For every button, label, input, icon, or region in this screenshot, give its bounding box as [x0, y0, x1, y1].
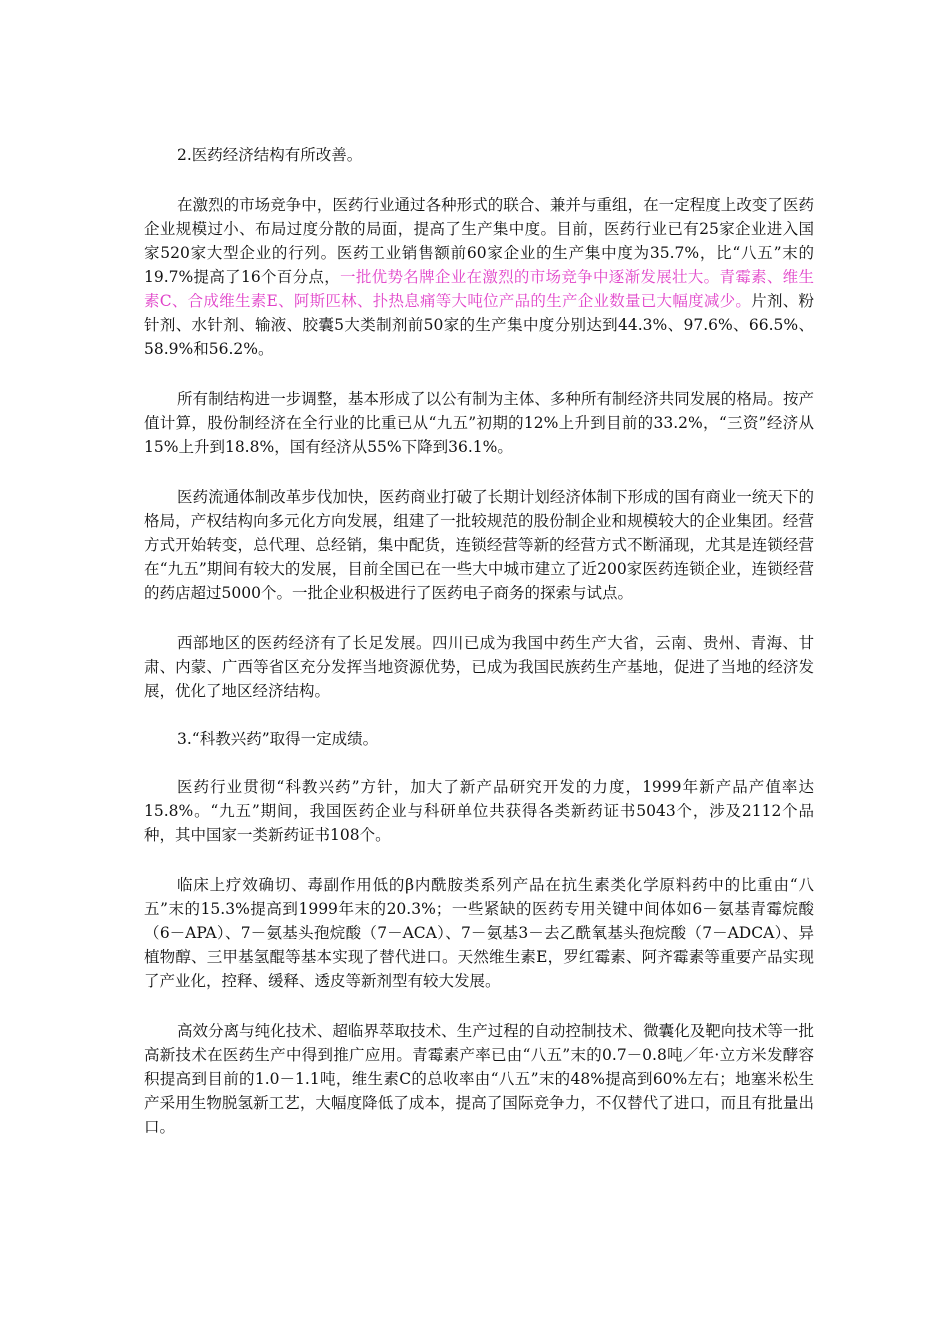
paragraph-concentration-text-end: 片剂、粉针剂、水针剂、输液、胶囊5大类制剂前50家的生产集中度分别达到44.3%、97.6%、66.5%、58.9%和56.2%。 [144, 292, 814, 358]
paragraph-antibiotics: 临床上疗效确切、毒副作用低的β内酰胺类系列产品在抗生素类化学原料药中的比重由“八五”末的15.3%提高到1999年末的20.3%；一些紧缺的医药专用关键中间体如6－氨基青霉烷酸（6－APA）、7－氨基头孢烷酸（7－ACA）、7－氨基3－去乙酰氧基头孢烷酸（7－ADCA）、异植物醇、三甲基氢醌等基本实现了替代进口。天然维生素E，罗红霉素、阿齐霉素等重要产品实现了产业化，控释、缓释、透皮等新剂型有较大发展。 [144, 876, 814, 990]
paragraph-concentration-text: 在激烈的市场竞争中，医药行业通过各种形式的联合、兼并与重组，在一定程度上改变了医药企业规模过小、布局过度分散的局面，提高了生产集中度。目前，医药行业已有25家企业进入国家520家大型企业的行列。医药工业销售额前60家企业的生产集中度为35.7%，比“八五”末的19.7%提高了16个百分点， [144, 196, 814, 286]
paragraph-distribution: 医药流通体制改革步伐加快，医药商业打破了长期计划经济体制下形成的国有商业一统天下的格局，产权结构向多元化方向发展，组建了一批较规范的股份制企业和规模较大的企业集团。经营方式开始转变，总代理、总经销，集中配货，连锁经营等新的经营方式不断涌现，尤其是连锁经营在“九五”期间有较大的发展，目前全国已在一些大中城市建立了近200家医药连锁企业，连锁经营的药店超过5000个。一批企业积极进行了医药电子商务的探索与试点。 [144, 488, 814, 602]
paragraph-concentration [144, 193, 814, 361]
paragraph-new-products: 医药行业贯彻“科教兴药”方针，加大了新产品研究开发的力度，1999年新产品产值率达15.8%。“九五”期间，我国医药企业与科研单位共获得各类新药证书5043个，涉及2112个品种，其中国家一类新药证书108个。 [144, 778, 814, 844]
paragraph-ownership: 所有制结构进一步调整，基本形成了以公有制为主体、多种所有制经济共同发展的格局。按产值计算，股份制经济在全行业的比重已从“九五”初期的12%上升到目前的33.2%，“三资”经济从15%上升到18.8%，国有经济从55%下降到36.1%。 [144, 390, 814, 456]
section-3-heading: 3.“科教兴药”取得一定成绩。 [177, 730, 379, 748]
paragraph-western-region: 西部地区的医药经济有了长足发展。四川已成为我国中药生产大省，云南、贵州、青海、甘肃、内蒙、广西等省区充分发挥当地资源优势，已成为我国民族药生产基地，促进了当地的经济发展，优化了地区经济结构。 [144, 634, 814, 700]
paragraph-high-tech: 高效分离与纯化技术、超临界萃取技术、生产过程的自动控制技术、微囊化及靶向技术等一批高新技术在医药生产中得到推广应用。青霉素产率已由“八五”末的0.7－0.8吨／年·立方米发酵容积提高到目前的1.0－1.1吨，维生素C的总收率由“八五”末的48%提高到60%左右；地塞米松生产采用生物脱氢新工艺，大幅度降低了成本，提高了国际竞争力，不仅替代了进口，而且有批量出口。 [144, 1022, 814, 1136]
section-2-heading: 2.医药经济结构有所改善。 [177, 146, 363, 164]
highlighted-text: 一批优势名牌企业在激烈的市场竞争中逐渐发展壮大。青霉素、维生素C、合成维生素E、阿斯匹林、扑热息痛等大吨位产品的生产企业数量已大幅度减少。 [144, 268, 814, 310]
